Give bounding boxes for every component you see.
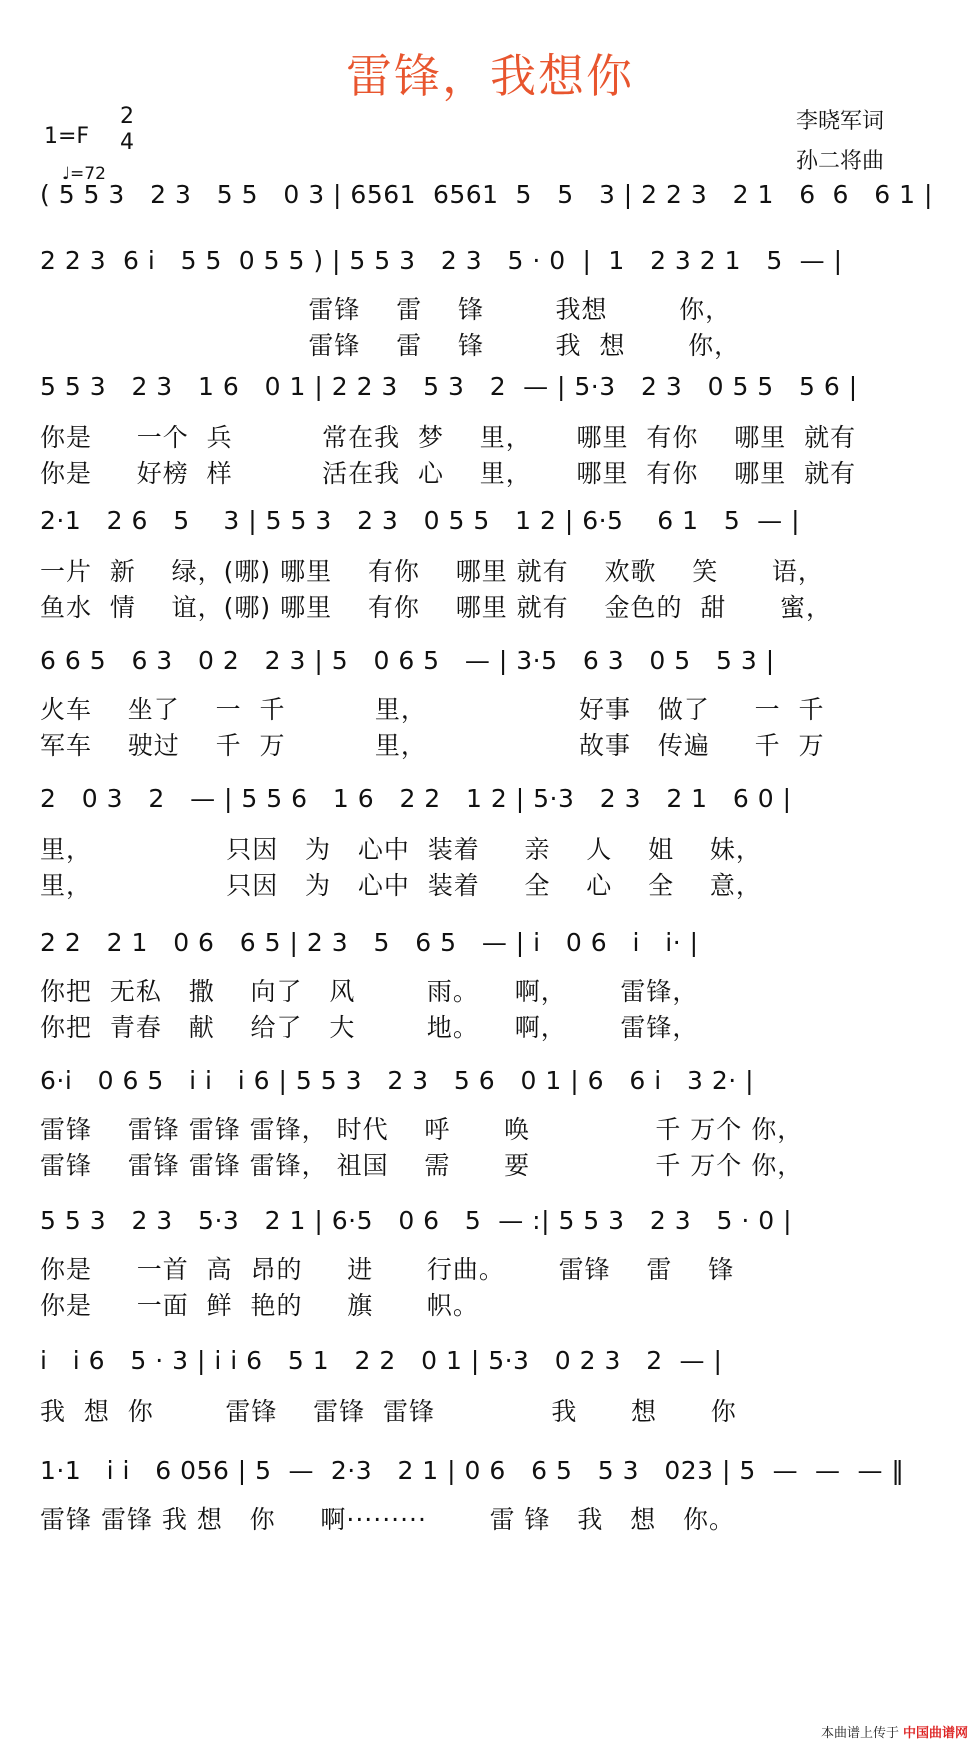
lyric-line-3-verse-1: 你是 一个 兵 常在我 梦 里， 哪里 有你 哪里 就有 (40, 423, 857, 452)
time-signature (118, 104, 136, 156)
notation-line-5: 6 6 5 6 3 0 2 2 3 | 5 0 6 5 — | 3·5 6 3 0 5 5 3 | (40, 646, 775, 675)
lyric-line-4-verse-1: 一片 新 绿，(哪) 哪里 有你 哪里 就有 欢歌 笑 语， (40, 557, 824, 586)
notation-line-6: 2 0 3 2 — | 5 5 6 1 6 2 2 1 2 | 5·3 2 3 2 1 6 0 | (40, 784, 792, 813)
notation-line-10: i i 6 5 · 3 | i i 6 5 1 2 2 0 1 | 5·3 0 2 3 2 — | (40, 1346, 723, 1375)
lyric-line-6-verse-1: 里， 只因 为 心中 装着 亲 人 姐 妹， (40, 835, 762, 864)
footer-text: 本曲谱上传于 (820, 1726, 899, 1741)
lyric-line-9-verse-2: 你是 一面 鲜 艳的 旗 帜。 (40, 1291, 479, 1320)
footer-credit (821, 1722, 968, 1741)
lyric-line-7-verse-1: 你把 无私 撒 向了 风 雨。 啊， 雷锋， (40, 977, 699, 1006)
notation-line-3: 5 5 3 2 3 1 6 0 1 | 2 2 3 5 3 2 — | 5·3 2 3 0 5 5 5 6 | (40, 372, 858, 401)
notation-line-2: 2 2 3 6 i 5 5 0 5 5 ) | 5 5 3 2 3 5 · 0 | 1 2 3 2 1 5 — | (40, 246, 843, 275)
lyric-line-5-verse-2: 军车 驶过 千 万 里， 故事 传遍 千 万 (40, 731, 825, 760)
time-signature-bottom: 4 (120, 130, 134, 155)
composer-credit: 孙二将曲 (795, 149, 884, 174)
notation-line-11: 1·1 i i 6 056 | 5 — 2·3 2 1 | 0 6 6 5 5 3 023 | 5 — — — ‖ (40, 1456, 905, 1485)
lyric-line-8-verse-1: 雷锋 雷锋 雷锋 雷锋， 时代 呼 唤 千 万个 你， (40, 1115, 804, 1144)
lyric-line-4-verse-2: 鱼水 情 谊，(哪) 哪里 有你 哪里 就有 金色的 甜 蜜， (40, 593, 833, 622)
lyric-line-9-verse-1: 你是 一首 高 昂的 进 行曲。 雷锋 雷 锋 (40, 1255, 735, 1284)
lyric-line-11-verse-1: 雷锋 雷锋 我 想 你 啊········· 雷 锋 我 想 你。 (40, 1505, 736, 1534)
lyric-line-2-verse-1: 雷锋 雷 锋 我想 你， (40, 295, 732, 324)
tempo-marking: ♩=72 (62, 164, 106, 184)
lyric-line-10-verse-1: 我 想 你 雷锋 雷锋 雷锋 我 想 你 (40, 1397, 737, 1426)
lyric-line-2-verse-2: 雷锋 雷 锋 我 想 你， (40, 331, 741, 360)
lyric-line-7-verse-2: 你把 青春 献 给了 大 地。 啊， 雷锋， (40, 1013, 699, 1042)
notation-line-8: 6·i 0 6 5 i i i 6 | 5 5 3 2 3 5 6 0 1 | 6 6 i 3 2· | (40, 1066, 755, 1095)
lyricist-credit: 李晓军词 (795, 109, 884, 134)
time-signature-top: 2 (120, 104, 134, 129)
lyric-line-3-verse-2: 你是 好榜 样 活在我 心 里， 哪里 有你 哪里 就有 (40, 459, 857, 488)
lyric-line-5-verse-1: 火车 坐了 一 千 里， 好事 做了 一 千 (40, 695, 825, 724)
key-signature: 1=F (44, 124, 90, 149)
lyric-line-6-verse-2: 里， 只因 为 心中 装着 全 心 全 意， (40, 871, 762, 900)
notation-line-4: 2·1 2 6 5 3 | 5 5 3 2 3 0 5 5 1 2 | 6·5 6 1 5 — | (40, 506, 801, 535)
lyric-line-8-verse-2: 雷锋 雷锋 雷锋 雷锋， 祖国 需 要 千 万个 你， (40, 1151, 804, 1180)
notation-line-1: ( 5 5 3 2 3 5 5 0 3 | 6561 6561 5 5 3 | 2 2 3 2 1 6 6 6 1 | (40, 180, 933, 209)
notation-line-7: 2 2 2 1 0 6 6 5 | 2 3 5 6 5 — | i 0 6 i i· | (40, 928, 699, 957)
song-title: 雷锋，我想你 (346, 49, 634, 103)
notation-line-9: 5 5 3 2 3 5·3 2 1 | 6·5 0 6 5 — :| 5 5 3 2 3 5 · 0 | (40, 1206, 793, 1235)
footer-site-logo: 中国曲谱网 (902, 1726, 968, 1741)
